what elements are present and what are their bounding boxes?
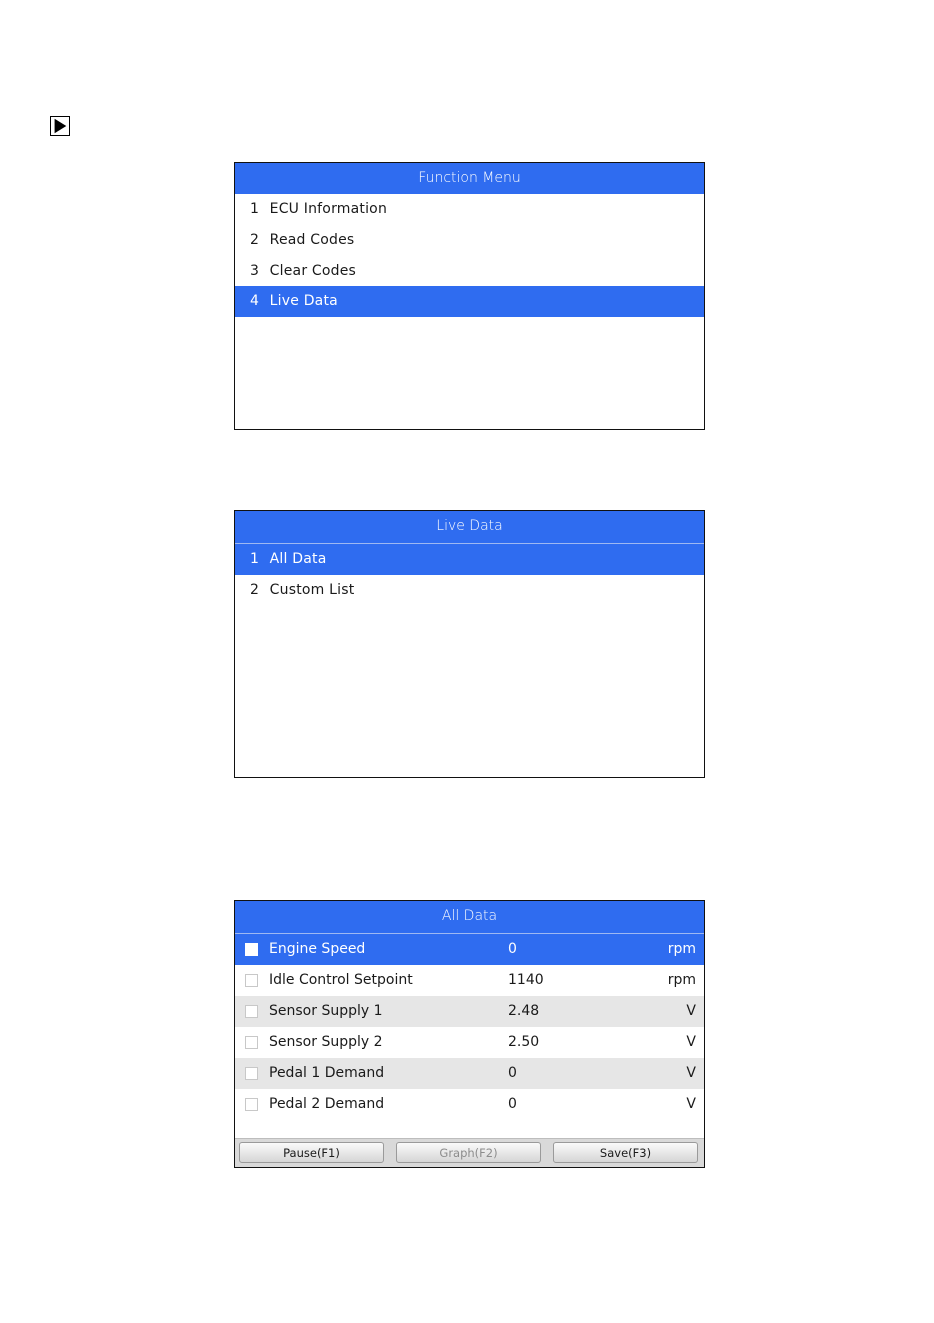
row-checkbox[interactable] [245,1005,258,1018]
parameter-value: 0 [508,1065,517,1081]
parameter-name: Pedal 1 Demand [269,1065,385,1081]
all-data-title: All Data [235,901,704,934]
parameter-name: Sensor Supply 2 [269,1034,383,1050]
parameter-value: 0 [508,1096,517,1112]
function-menu-title: Function Menu [235,163,704,194]
row-checkbox[interactable] [245,1067,258,1080]
parameter-unit: V [686,1034,696,1050]
menu-item-label: Clear Codes [269,263,357,279]
menu-item-label: All Data [269,551,327,567]
save-button[interactable]: Save(F3) [553,1142,698,1163]
parameter-value: 0 [508,941,517,957]
menu-item-read-codes[interactable] [235,225,704,256]
graph-button[interactable]: Graph(F2) [396,1142,541,1163]
menu-item-live-data[interactable] [235,286,704,317]
row-checkbox[interactable] [245,974,258,987]
parameter-value: 1140 [508,972,544,988]
parameter-unit: rpm [667,972,696,988]
row-checkbox[interactable] [245,1036,258,1049]
menu-item-ecu-information[interactable] [235,194,704,225]
play-icon [50,116,70,136]
menu-item-number: 1 [250,201,260,217]
function-key-bar [235,1138,704,1167]
function-menu-screen [234,162,705,430]
menu-item-clear-codes[interactable] [235,256,704,286]
live-data-screen [234,510,705,778]
menu-item-number: 3 [250,263,260,279]
all-data-screen [234,900,705,1168]
parameter-value: 2.50 [508,1034,540,1050]
menu-item-label: Read Codes [269,232,355,248]
parameter-value: 2.48 [508,1003,540,1019]
menu-item-number: 2 [250,582,260,598]
menu-item-label: ECU Information [269,201,388,217]
parameter-name: Sensor Supply 1 [269,1003,383,1019]
row-checkbox[interactable] [245,943,258,956]
parameter-name: Engine Speed [269,941,366,957]
data-row-sensor-supply-1[interactable] [235,996,704,1027]
menu-item-number: 1 [250,551,260,567]
data-row-engine-speed[interactable] [235,934,704,965]
menu-item-label: Custom List [269,582,355,598]
parameter-unit: rpm [667,941,696,957]
data-row-pedal-2-demand[interactable] [235,1089,704,1120]
parameter-unit: V [686,1096,696,1112]
menu-item-number: 2 [250,232,260,248]
menu-item-custom-list[interactable] [235,575,704,606]
parameter-unit: V [686,1065,696,1081]
row-checkbox[interactable] [245,1098,258,1111]
menu-item-number: 4 [250,293,260,309]
parameter-unit: V [686,1003,696,1019]
data-row-idle-control-setpoint[interactable] [235,965,704,996]
data-row-sensor-supply-2[interactable] [235,1027,704,1058]
menu-item-label: Live Data [269,293,338,309]
data-row-pedal-1-demand[interactable] [235,1058,704,1089]
parameter-name: Idle Control Setpoint [269,972,413,988]
pause-button[interactable]: Pause(F1) [239,1142,384,1163]
parameter-name: Pedal 2 Demand [269,1096,385,1112]
menu-item-all-data[interactable] [235,544,704,575]
live-data-title: Live Data [235,511,704,544]
